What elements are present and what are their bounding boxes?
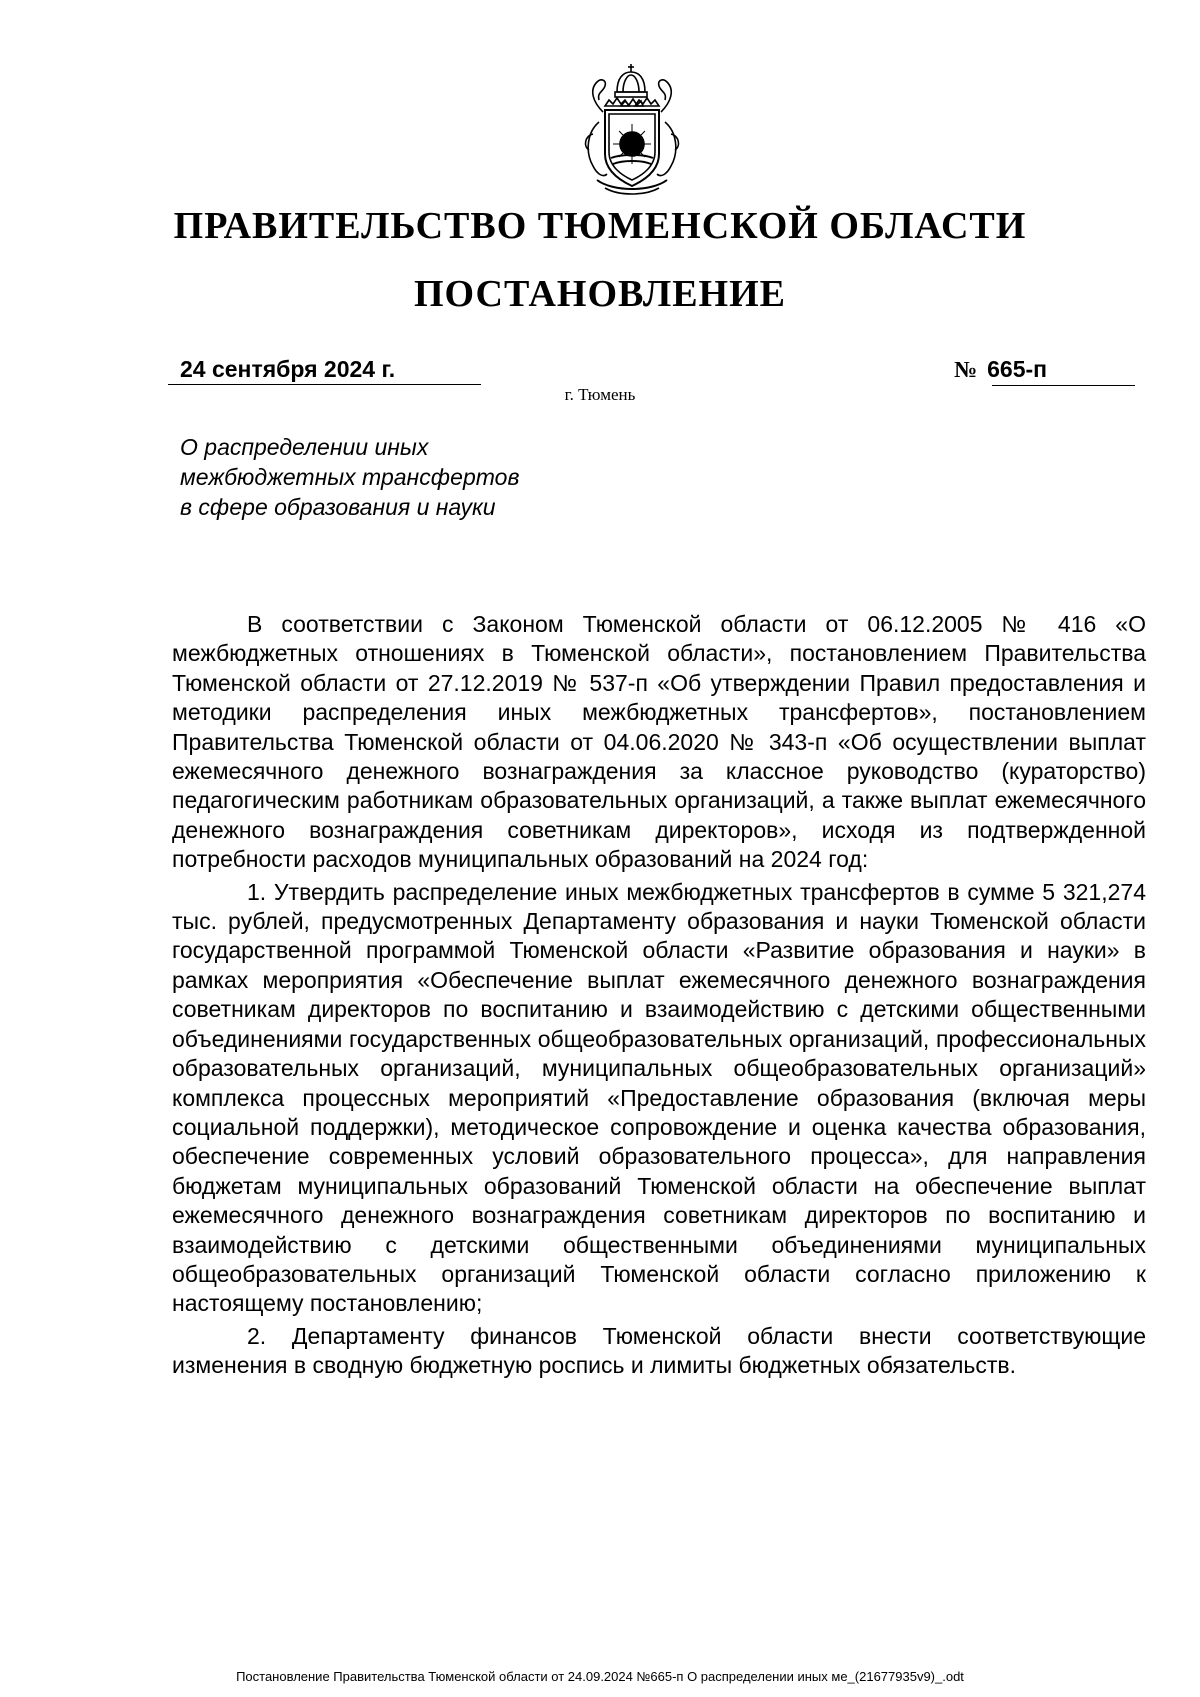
document-number: 665-п xyxy=(987,356,1048,382)
document-type-title: ПОСТАНОВЛЕНИЕ xyxy=(413,273,787,315)
subject-line: межбюджетных трансфертов xyxy=(180,464,520,490)
document-date: 24 сентября 2024 г. xyxy=(180,356,396,382)
government-title: ПРАВИТЕЛЬСТВО ТЮМЕНСКОЙ ОБЛАСТИ xyxy=(173,205,1027,247)
subject-line: О распределении иных xyxy=(180,434,429,460)
subject-line: в сфере образования и науки xyxy=(180,494,496,520)
document-subject xyxy=(180,432,700,522)
body-paragraph-item-1: 1. Утвердить распределение иных межбюджетных трансфертов в сумме 5 321,274 тыс. рублей, предусмотренных Департаменту образования и науки Тюменской области государственной программой Тюменской области «Развитие образования и науки» в рамках мероприятия «Обеспечение выплат ежемесячного денежного вознаграждения советникам директоров по воспитанию и взаимодействию с детскими общественными объединениями государственных общеобразовательных организаций, профессиональных образовательных организаций, муниципальных общеобразовательных организаций» комплекса процессных мероприятий «Предоставление образования (включая меры социальной поддержки), методическое сопровождение и оценка качества образования, обеспечение современных условий образовательного процесса», для направления бюджетам муниципальных образований Тюменской области на обеспечение выплат ежемесячного денежного вознаграждения советникам директоров по воспитанию и взаимодействию с детскими общественными объединениями муниципальных общеобразовательных организаций Тюменской области согласно приложению к настоящему постановлению; xyxy=(172,878,1146,1317)
body-paragraph-item-2: 2. Департаменту финансов Тюменской области внести соответствующие изменения в сводную бюджетную роспись и лимиты бюджетных обязательств. xyxy=(172,1322,1146,1379)
coat-of-arms-icon xyxy=(583,62,743,199)
number-field xyxy=(954,356,1135,386)
document-body xyxy=(172,610,1146,1381)
city-label: г. Тюмень xyxy=(564,385,636,404)
body-paragraph-preamble: В соответствии с Законом Тюменской области от 06.12.2005 № 416 «О межбюджетных отношениях в Тюменской области», постановлением Правительства Тюменской области от 27.12.2019 № 537-п «Об утверждении Правил предоставления и методики распределения иных межбюджетных трансфертов», постановлением Правительства Тюменской области от 04.06.2020 № 343-п «Об осуществлении выплат ежемесячного денежного вознаграждения за классное руководство (кураторство) педагогическим работникам образовательных организаций, а также выплат ежемесячного денежного вознаграждения советникам директоров», исходя из подтвержденной потребности расходов муниципальных образований на 2024 год: xyxy=(172,611,1146,873)
date-field xyxy=(168,356,481,385)
number-sign: № xyxy=(954,357,978,382)
page-footer: Постановление Правительства Тюменской области от 24.09.2024 №665-п О распределении иных ме_(21677935v9)_.odt xyxy=(236,1669,964,1684)
